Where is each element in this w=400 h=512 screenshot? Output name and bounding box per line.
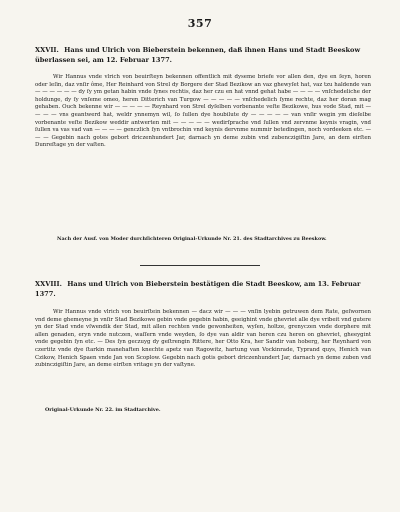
source-note: Nach der Ausf. von Moder durchſichteren Original-Urkunde Nr. 21. des Stadtarchives zu Beeskow. [57, 236, 327, 242]
document-body: Wir Hannus vnde vlrich von beuirſtein bekennen — dacz wir — — — vnſin lyebin getruwen dem Rate, geſwornen vnd deme ghemeyne jn vnſir Stad Bezikowe gebin vnde gegebin habin, geeighint vnde ghevriet alle dye vribeit vnd gutere yn der Stad vnde vſwendik der Stad, mit allen rechten vnde gewonheiten, wyſen, holtze, grenyczen vnde dorphere mit allen genaden, eryn vnde nutczen, waſſern vnde weyden, ſo dye van aldir van heren czu heren on ghevriet, gheeygint vnde gegebin ſyn etc. — Des ſyn geczuyg dy geſtrengin Rittere, her Otto Kra, her Sandir van hoberg, her Reynhard von czertitz vnde dye ſtarkin manehaften knechte apetz van Ragowitz, hartung van Vockinrade, Typrand quys, Henich van Czikow, Henich Spaen vnde Jan von Scoplow. Gegebin nach gotis gebort driczenhundert Jar, darnach yn deme zuben vnd zubinczigiſtin Jare, an deme eirſten vritage yn der vaſtyne. [35, 309, 371, 369]
document-body: Wir Hannus vnde vlrich von beuirſteyn bekennen offentlich mit dyseme briefe vor allen den, dye en ſeyn, horen oder leſin, daz vnſir ôme, Her Reinhard von Strel dy Borgere der Stad Bezikow an vaz ghewyſet hat, vaz tzu haldende van — — — — — — dy ſy ym getan habin vnde ſynes rechtis, daz her czu en hat vnnd gehat habe — — — — vnſchedeliche der holdunge, dy ſy vnſeme omeo, heren Ditterich van Turgow — — — — — vnſchedelich ſyme rechte, daz her doran mag gehaben. Ouch bekenne wir — — — — — Reynhard von Strel dyſelben vorbenante veſte Bezikowe, hus vode Stad, mit — — — — vns geantwerd hat, weldr ynnemyn wil, ſo ſullen dye houbilute dy — — — — — van vnſir wegin ym dieſelbe vorbenante veſte Bezikow weddir antwerten mit — — — — — wedirſprache vnd ſullen vnd zervnme keynis vragin, vnd ſullen va vas vad van — — — — genczlich ſyn vntbrochin vnd keynis dervnme nummir betedingen, noch vordeeken etc. — — — Gegebin nach gotes gebort driczenhundert Jar, darnach yn deme zubin vnd zubenczigiſtin Jare, an dem eirſten Dunreſtage yn der vaſten. [35, 74, 371, 149]
document-number: XXVII. [35, 46, 59, 54]
document-heading [35, 45, 370, 65]
source-note: Original-Urkunde Nr. 22. im Stadtarchive. [45, 407, 161, 413]
section-divider [140, 265, 260, 266]
document-heading [35, 279, 370, 299]
page-number: 357 [187, 17, 213, 30]
document-title: Hans und Ulrich von Bieberstein bestätigen die Stadt Beeskow, am 13. Februar 1377. [35, 280, 361, 298]
document-number: XXVIII. [35, 280, 62, 288]
document-title: Hans und Ulrich von Bieberstein bekennen, daß ihnen Hans und Stadt Beeskow überlassen sei, am 12. Februar 1377. [35, 46, 361, 64]
